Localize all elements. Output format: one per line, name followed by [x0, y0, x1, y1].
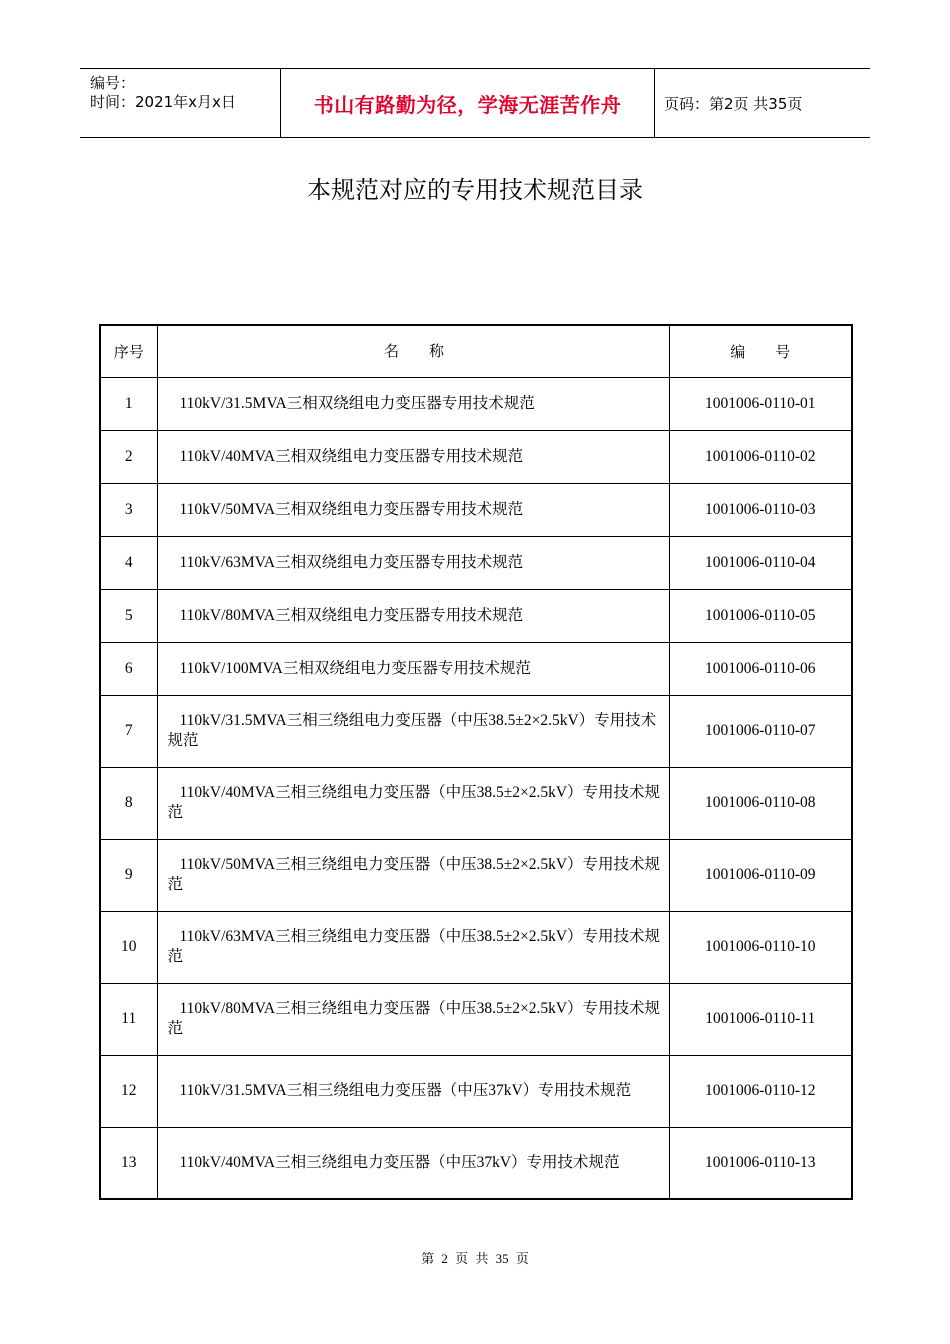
number-label: 编号：	[90, 74, 136, 92]
row-name-cell	[157, 1055, 669, 1127]
table-row	[100, 1055, 852, 1127]
row-name-cell	[157, 377, 669, 430]
row-name: 110kV/63MVA三相双绕组电力变压器专用技术规范	[179, 553, 524, 571]
column-header-name: 名 称	[157, 325, 669, 377]
table-row	[100, 839, 852, 911]
row-name: 110kV/31.5MVA三相三绕组电力变压器（中压37kV）专用技术规范	[179, 1082, 632, 1099]
table-row	[100, 642, 852, 695]
row-name: 110kV/31.5MVA三相三绕组电力变压器（中压38.5±2×2.5kV）专用技术规范	[167, 712, 657, 749]
row-code: 1001006-0110-12	[669, 1055, 852, 1127]
table-row	[100, 536, 852, 589]
row-seq: 10	[100, 911, 157, 983]
header-meta	[80, 69, 280, 137]
table-row	[100, 983, 852, 1055]
row-name: 110kV/50MVA三相双绕组电力变压器专用技术规范	[179, 500, 524, 518]
row-name: 110kV/80MVA三相三绕组电力变压器（中压38.5±2×2.5kV）专用技术规范	[167, 1000, 661, 1037]
row-name: 110kV/100MVA三相双绕组电力变压器专用技术规范	[179, 659, 531, 677]
row-code: 1001006-0110-05	[669, 589, 852, 642]
row-name: 110kV/80MVA三相双绕组电力变压器专用技术规范	[179, 606, 524, 624]
row-code: 1001006-0110-06	[669, 642, 852, 695]
page-info: 页码：第2页 共35页	[664, 94, 803, 113]
row-seq: 3	[100, 483, 157, 536]
row-seq: 5	[100, 589, 157, 642]
table-row	[100, 483, 852, 536]
table-row	[100, 767, 852, 839]
time-label: 时间：2021年x月x日	[90, 93, 236, 111]
row-seq: 4	[100, 536, 157, 589]
row-name: 110kV/40MVA三相三绕组电力变压器（中压38.5±2×2.5kV）专用技术规范	[167, 784, 661, 821]
row-code: 1001006-0110-13	[669, 1127, 852, 1199]
table-row	[100, 1127, 852, 1199]
column-header-code: 编 号	[669, 325, 852, 377]
row-code: 1001006-0110-02	[669, 430, 852, 483]
row-name-cell	[157, 483, 669, 536]
table-header-row	[100, 325, 852, 377]
row-code: 1001006-0110-07	[669, 695, 852, 767]
row-seq: 12	[100, 1055, 157, 1127]
row-name: 110kV/31.5MVA三相双绕组电力变压器专用技术规范	[179, 394, 535, 412]
row-name-cell	[157, 642, 669, 695]
row-seq: 2	[100, 430, 157, 483]
row-name: 110kV/50MVA三相三绕组电力变压器（中压38.5±2×2.5kV）专用技术规范	[167, 856, 661, 893]
row-code: 1001006-0110-10	[669, 911, 852, 983]
row-code: 1001006-0110-11	[669, 983, 852, 1055]
row-name: 110kV/40MVA三相三绕组电力变压器（中压37kV）专用技术规范	[179, 1153, 620, 1171]
header-page-cell	[654, 69, 870, 137]
row-name-cell	[157, 430, 669, 483]
catalog-table	[99, 324, 853, 1200]
row-code: 1001006-0110-08	[669, 767, 852, 839]
table-row	[100, 695, 852, 767]
table-row	[100, 377, 852, 430]
row-seq: 6	[100, 642, 157, 695]
document-header	[80, 68, 870, 138]
row-name-cell	[157, 695, 669, 767]
row-seq: 7	[100, 695, 157, 767]
row-name: 110kV/63MVA三相三绕组电力变压器（中压38.5±2×2.5kV）专用技术规范	[167, 928, 661, 965]
row-code: 1001006-0110-01	[669, 377, 852, 430]
row-seq: 13	[100, 1127, 157, 1199]
row-seq: 8	[100, 767, 157, 839]
table-row	[100, 430, 852, 483]
row-name-cell	[157, 983, 669, 1055]
row-name-cell	[157, 839, 669, 911]
row-seq: 11	[100, 983, 157, 1055]
column-header-seq: 序号	[100, 325, 157, 377]
table-row	[100, 589, 852, 642]
header-motto-cell	[280, 69, 655, 137]
row-name-cell	[157, 911, 669, 983]
row-code: 1001006-0110-09	[669, 839, 852, 911]
row-seq: 9	[100, 839, 157, 911]
row-name-cell	[157, 1127, 669, 1199]
row-name: 110kV/40MVA三相双绕组电力变压器专用技术规范	[179, 447, 524, 465]
row-code: 1001006-0110-03	[669, 483, 852, 536]
row-name-cell	[157, 767, 669, 839]
page-title: 本规范对应的专用技术规范目录	[307, 176, 643, 204]
row-seq: 1	[100, 377, 157, 430]
row-code: 1001006-0110-04	[669, 536, 852, 589]
table-row	[100, 911, 852, 983]
page-footer: 第 2 页 共 35 页	[421, 1251, 529, 1266]
motto: 书山有路勤为径，学海无涯苦作舟	[313, 92, 622, 117]
row-name-cell	[157, 536, 669, 589]
row-name-cell	[157, 589, 669, 642]
